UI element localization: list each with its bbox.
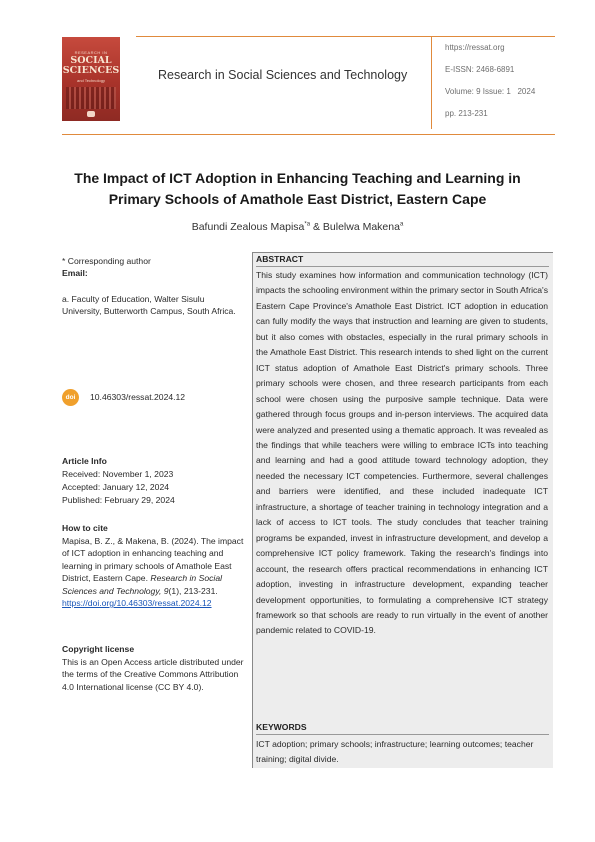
- citation: [62, 535, 248, 609]
- cover-skyline-graphic: [66, 87, 116, 109]
- cover-small-text: RESEARCH IN: [74, 50, 108, 55]
- how-to-cite-heading: How to cite: [62, 523, 108, 533]
- citation-pages: (1), 213-231.: [168, 585, 218, 596]
- article-info-heading: Article Info: [62, 456, 107, 466]
- doi-icon: doi: [62, 389, 79, 406]
- journal-pages: pp. 213-231: [445, 109, 488, 118]
- article-title: The Impact of ICT Adoption in Enhancing Teaching and Learning in Primary Schools of Amathole East District, Eastern Cape: [74, 170, 521, 207]
- citation-doi-link[interactable]: https://doi.org/10.46303/ressat.2024.12: [62, 598, 212, 609]
- abstract-heading: ABSTRACT: [256, 254, 304, 264]
- abstract-body: This study examines how information and communication technology (ICT) impacts the schooling environment within the primary sector in South Africa's Eastern Cape Province's Amathole East District. ICT adoption in education can fully modify the ways that instruction and learning are given to students, but it also comes with obstacles, especially in the rural primary schools in the Amathole East District. This research intends to shed light on the current ICT status adoption of Amathole East District's primary schools. Three primary schools were chosen, and three research participants from each school were chosen using the purposive sample technique. Data were gathered through focus groups and in-person interviews. The acquired data were analyzed and presented using a thematic approach. It was revealed as the findings that while teachers were willing to embrace ICTs into teaching and learning and had a good attitude toward technology adoption, they needed the necessary ICT competencies. Furthermore, several challenges and barriers were identified, and these included inadequate ICT infrastructure, a shortage of teacher training in technology integration and a lack of access to ICT tools. The study concludes that teacher training programs be expanded, invest in infrastructure development, and develop a comprehensive ICT policy framework. Taking the research's findings into account, the research offers practical recommendations in enhancing ICT adoption, investing in infrastructure development, expanding teacher development opportunities, to formulating a comprehensive ICT strategy framework so that schools are ready to run virtually in the event of another pandemic related to COVID-19.: [256, 270, 548, 636]
- author-name: Bafundi Zealous Mapisa: [191, 221, 305, 233]
- author-name: Bulelwa Makena: [322, 221, 400, 233]
- corresponding-author-note: * Corresponding author: [62, 256, 151, 266]
- email-label: Email:: [62, 268, 88, 278]
- abstract-rule: [256, 266, 549, 267]
- cover-title: SOCIAL SCIENCES: [62, 55, 120, 76]
- author-separator: &: [310, 221, 323, 233]
- citation-journal: Research in Social Sciences and Technology,: [62, 573, 223, 596]
- journal-name: Research in Social Sciences and Technology: [158, 68, 408, 82]
- header-rule-bottom: [62, 134, 555, 135]
- keywords-body: ICT adoption; primary schools; infrastructure; learning outcomes; teacher training; digital divide.: [256, 739, 534, 765]
- author-affiliation-mark: *a: [304, 221, 311, 228]
- received-date: Received: November 1, 2023: [62, 469, 174, 479]
- cover-subtitle: and Technology: [77, 78, 105, 83]
- header-rule-top: [136, 36, 555, 37]
- article-authors: [60, 221, 535, 233]
- doi-text[interactable]: 10.46303/ressat.2024.12: [90, 392, 186, 402]
- citation-text: Mapisa, B. Z., & Makena, B. (2024). The impact of ICT adoption in enhancing teaching and learning in primary schools of Amathole East District, Eastern Cape.: [62, 536, 244, 584]
- accepted-date: Accepted: January 12, 2024: [62, 482, 170, 492]
- published-date: Published: February 29, 2024: [62, 495, 175, 505]
- affiliation: a. Faculty of Education, Walter Sisulu University, Butterworth Campus, South Africa.: [62, 294, 236, 317]
- copyright-heading: Copyright license: [62, 644, 135, 654]
- journal-volume-issue: Volume: 9 Issue: 1 2024: [445, 87, 536, 96]
- cover-publisher-logo: [87, 111, 95, 117]
- keywords-rule: [256, 734, 549, 735]
- citation-volume: 9: [163, 585, 169, 596]
- journal-eissn: E-ISSN: 2468-6891: [445, 65, 515, 74]
- author-affiliation-mark: a: [399, 221, 404, 228]
- header-divider: [431, 36, 432, 129]
- journal-url[interactable]: https://ressat.org: [445, 43, 505, 52]
- keywords-heading: KEYWORDS: [256, 722, 307, 732]
- journal-cover-image: [62, 37, 120, 121]
- copyright-text: This is an Open Access article distributed under the terms of the Creative Commons Attribution 4.0 International license (CC BY 4.0).: [62, 657, 244, 692]
